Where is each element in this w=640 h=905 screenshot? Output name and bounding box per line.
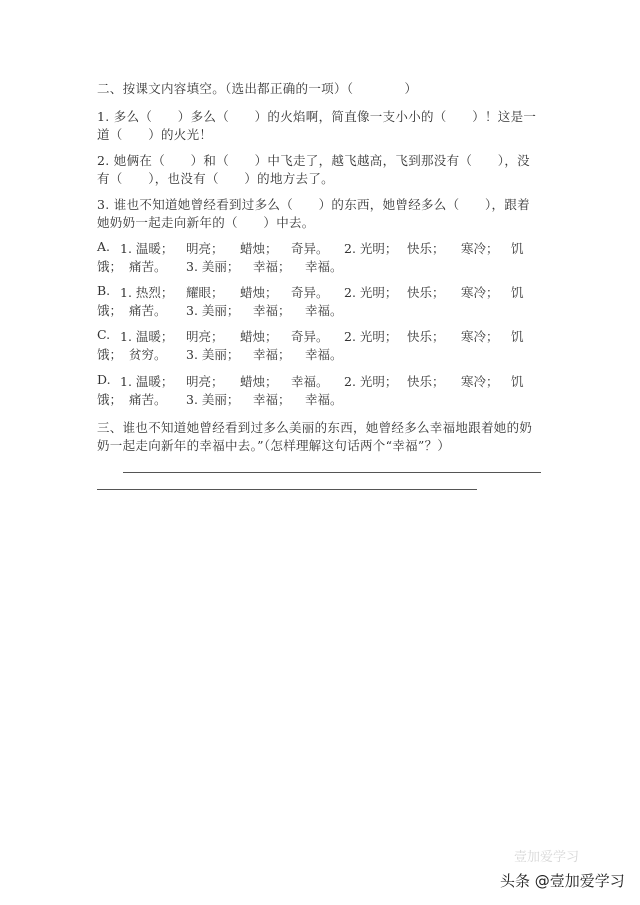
option-c-cell: 幸福。 (305, 347, 343, 362)
option-c-cell: 饥 (511, 329, 524, 344)
option-b-cell: 寒冷； (461, 285, 499, 300)
option-a-cell: 快乐； (407, 241, 445, 256)
option-c-cell: 寒冷； (461, 329, 499, 344)
option-a-cell: 明亮； (186, 241, 224, 256)
option-d-cell: 2. 光明； (344, 374, 398, 389)
option-d-cell: 明亮； (186, 374, 224, 389)
option-b-cell: 痛苦。 (129, 303, 167, 318)
option-a-cell: 2. 光明； (344, 241, 398, 256)
q1-line2: 道（ ）的火光！ (97, 127, 213, 142)
option-b-cell: 奇异。 (291, 285, 329, 300)
answer-line (97, 489, 477, 490)
section2-heading: 二、按课文内容填空。（选出都正确的一项）（ ） (97, 81, 418, 96)
option-d-cell: 幸福。 (291, 374, 329, 389)
q1-line1: 1. 多么（ ）多么（ ）的火焰啊，简直像一支小小的（ ）！这是一 (97, 109, 537, 124)
option-c-cell: 贫穷。 (129, 347, 167, 362)
option-c-cell: 蜡烛； (240, 329, 278, 344)
option-b-cell: 饥 (511, 285, 524, 300)
option-a-cell: 蜡烛； (240, 241, 278, 256)
option-a-cell: 幸福。 (305, 259, 343, 274)
option-a-cell: 饥 (511, 241, 524, 256)
option-b-cell: 2. 光明； (344, 285, 398, 300)
option-a-cell: 痛苦。 (129, 259, 167, 274)
option-b-cell: 耀眼； (186, 285, 224, 300)
option-a-cell: 寒冷； (461, 241, 499, 256)
option-c-cell: 2. 光明； (344, 329, 398, 344)
option-d-cell: 幸福。 (305, 392, 343, 407)
section3-line2: 奶一起走向新年的幸福中去。”（怎样理解这句话两个“幸福”？） (97, 438, 451, 453)
section3-line1: 三、谁也不知道她曾经看到过多么美丽的东西，她曾经多么幸福地跟着她的奶 (97, 420, 533, 435)
q2-line1: 2. 她俩在（ ）和（ ）中飞走了，越飞越高，飞到那没有（ ），没 (97, 153, 530, 168)
q2-line2: 有（ ），也没有（ ）的地方去了。 (97, 171, 334, 186)
option-b-cell: 3. 美丽； (186, 303, 240, 318)
option-d-cell: 3. 美丽； (186, 392, 240, 407)
option-a-cell: 幸福； (253, 259, 291, 274)
option-b-label: B. (97, 283, 111, 298)
option-b-cell: 蜡烛； (240, 285, 278, 300)
option-d-cell: 饥 (511, 374, 524, 389)
option-a-cell: 1. 温暖； (120, 241, 174, 256)
option-d-cell: 饿； (97, 392, 123, 407)
option-b-cell: 快乐； (407, 285, 445, 300)
option-c-cell: 幸福； (253, 347, 291, 362)
option-d-cell: 快乐； (407, 374, 445, 389)
option-b-cell: 幸福； (253, 303, 291, 318)
watermark-text: 头条 @壹加爱学习 (500, 872, 625, 890)
watermark-ghost-text: 壹加爱学习 (514, 850, 580, 865)
option-c-cell: 明亮； (186, 329, 224, 344)
q3-line1: 3. 谁也不知道她曾经看到过多么（ ）的东西，她曾经多么（ ），跟着 (97, 197, 530, 212)
option-d-label: D. (97, 372, 111, 387)
option-b-cell: 1. 热烈； (120, 285, 174, 300)
q3-line2: 她奶奶一起走向新年的（ ）中去。 (97, 215, 315, 230)
option-a-cell: 奇异。 (291, 241, 329, 256)
option-d-cell: 蜡烛； (240, 374, 278, 389)
option-c-cell: 1. 温暖； (120, 329, 174, 344)
option-c-cell: 饿； (97, 347, 123, 362)
option-c-label: C. (97, 327, 111, 342)
option-d-cell: 寒冷； (461, 374, 499, 389)
option-a-cell: 3. 美丽； (186, 259, 240, 274)
option-d-cell: 1. 温暖； (120, 374, 174, 389)
option-a-label: A. (97, 239, 111, 254)
option-a-cell: 饿； (97, 259, 123, 274)
option-c-cell: 快乐； (407, 329, 445, 344)
option-d-cell: 痛苦。 (129, 392, 167, 407)
option-d-cell: 幸福； (253, 392, 291, 407)
option-c-cell: 奇异。 (291, 329, 329, 344)
answer-line (123, 472, 541, 473)
option-b-cell: 幸福。 (305, 303, 343, 318)
option-b-cell: 饿； (97, 303, 123, 318)
option-c-cell: 3. 美丽； (186, 347, 240, 362)
